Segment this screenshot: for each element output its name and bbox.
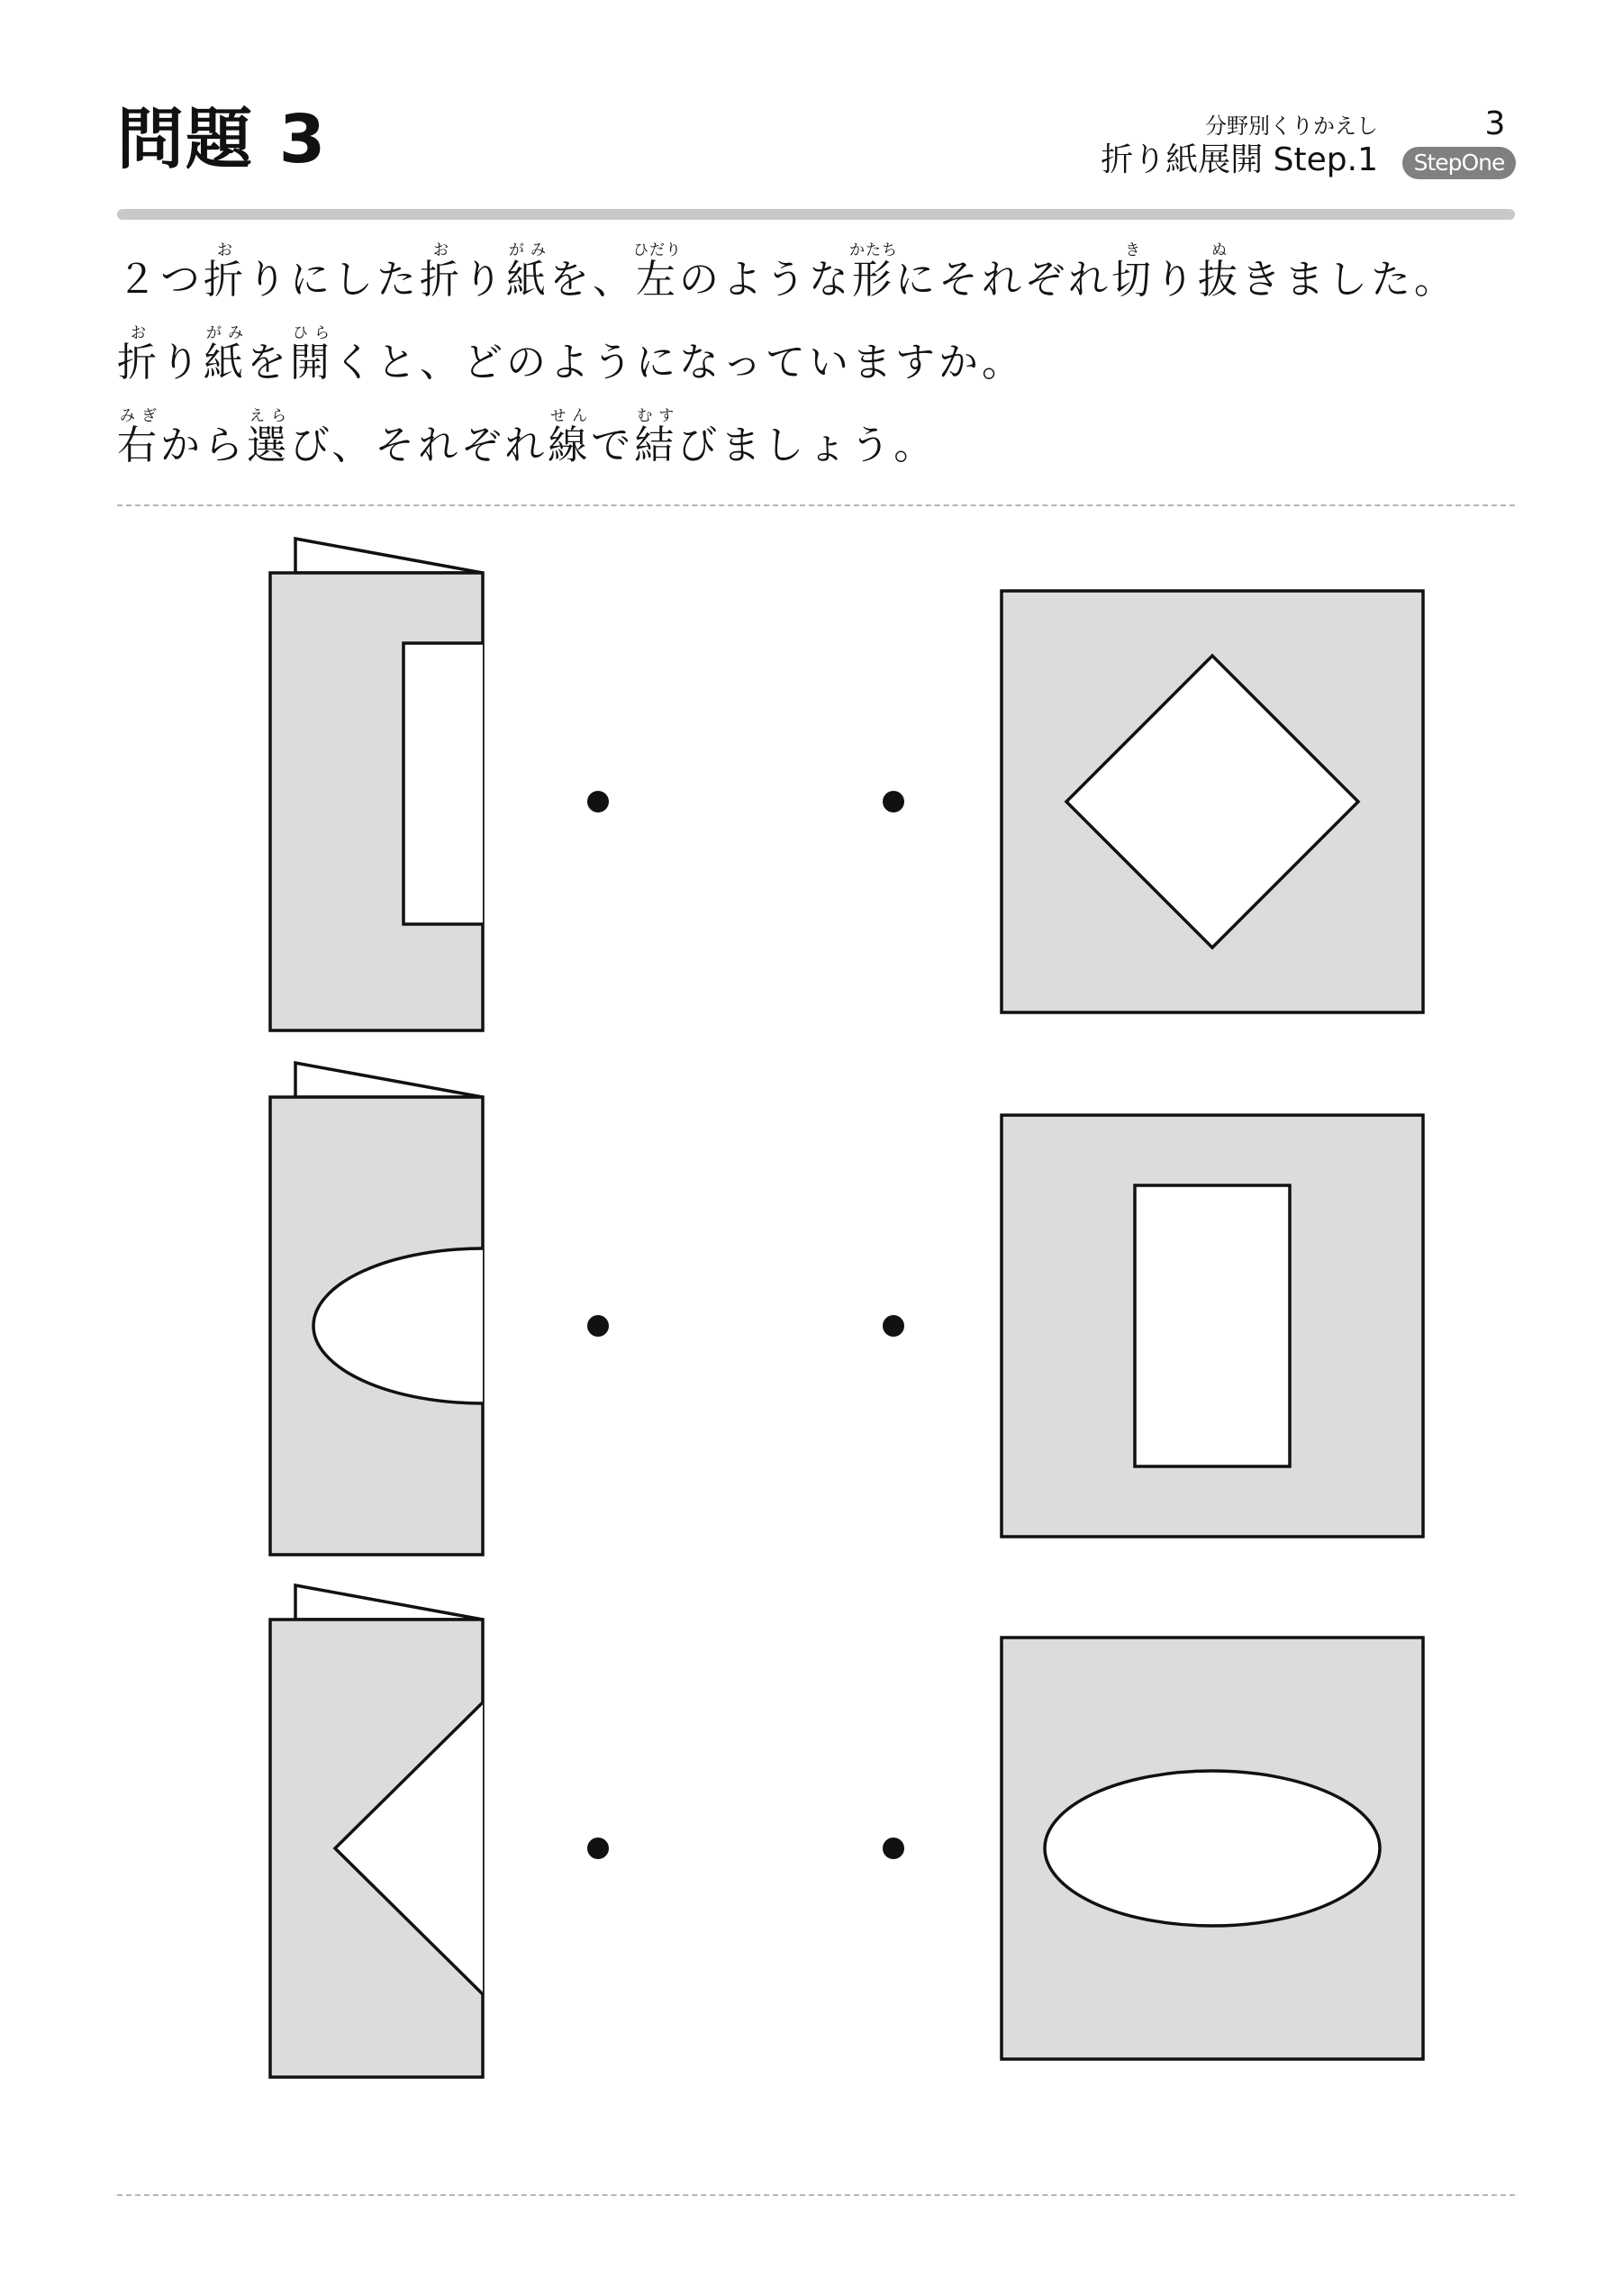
kanji: 折: [420, 257, 463, 303]
kanji: 折: [204, 257, 247, 303]
reading: むす: [634, 407, 678, 425]
right-match-dot[interactable]: [883, 1315, 904, 1337]
kanji: 切: [1111, 257, 1155, 303]
right-match-dot[interactable]: [883, 791, 904, 812]
text-run: びましょう。: [677, 422, 938, 468]
reading: せん: [548, 407, 592, 425]
kanji: 結: [634, 422, 678, 468]
text-run: くと、どのようになっていますか。: [333, 340, 1025, 386]
text-run: きました。: [1241, 257, 1457, 303]
answer-rectangle-hole: [1135, 1185, 1290, 1466]
text-run: り: [1155, 257, 1198, 303]
folded-paper-back-flap: [295, 1063, 483, 1097]
left-match-dot[interactable]: [587, 791, 609, 812]
text-run: り: [160, 340, 204, 386]
text-run: り: [463, 257, 506, 303]
right-match-dot[interactable]: [883, 1838, 904, 1859]
cutout-half-rectangle: [403, 643, 483, 924]
kanji: 選: [247, 422, 290, 468]
page-number: 3: [1484, 105, 1506, 142]
step-one-badge: StepOne: [1402, 147, 1516, 179]
kanji: 線: [548, 422, 592, 468]
reading: かたち: [849, 241, 898, 259]
text-run: を: [247, 340, 290, 386]
left-match-dot[interactable]: [587, 1838, 609, 1859]
kanji: 紙: [204, 340, 247, 386]
reading: お: [204, 241, 247, 259]
reading: き: [1111, 241, 1155, 259]
reading: ひだり: [633, 241, 682, 259]
worksheet-subtitle: 折り紙展開 Step.1: [1101, 141, 1378, 178]
reading: みぎ: [117, 407, 160, 425]
reading: がみ: [506, 241, 549, 259]
reading: がみ: [204, 324, 247, 342]
kanji: 紙: [506, 257, 549, 303]
text-run: りにした: [247, 257, 420, 303]
reading: えら: [247, 407, 290, 425]
folded-paper-back-flap: [295, 539, 483, 573]
kanji: 右: [117, 422, 160, 468]
page-title: 問題 3: [117, 101, 328, 178]
kanji: 折: [117, 340, 160, 386]
text-run: で: [591, 422, 635, 468]
text-run: び、それぞれ: [290, 422, 549, 468]
reading: お: [420, 241, 463, 259]
answer-ellipse-hole: [1045, 1771, 1380, 1926]
kanji: 開: [290, 340, 333, 386]
dashed-divider-bottom: [117, 2194, 1515, 2196]
text-run: にそれぞれ: [895, 257, 1111, 303]
kanji: 抜: [1198, 257, 1241, 303]
kanji: 形: [849, 257, 898, 303]
folded-paper-back-flap: [295, 1585, 483, 1620]
reading: ぬ: [1198, 241, 1241, 259]
left-match-dot[interactable]: [587, 1315, 609, 1337]
kanji: 左: [633, 257, 682, 303]
text-run: から: [160, 422, 247, 468]
reading: ひら: [290, 324, 333, 342]
reading: お: [117, 324, 160, 342]
text-run: ２つ: [117, 257, 204, 303]
text-run: を、: [549, 257, 636, 303]
text-run: のような: [679, 257, 852, 303]
series-label: 分野別くりかえし: [1205, 113, 1378, 139]
